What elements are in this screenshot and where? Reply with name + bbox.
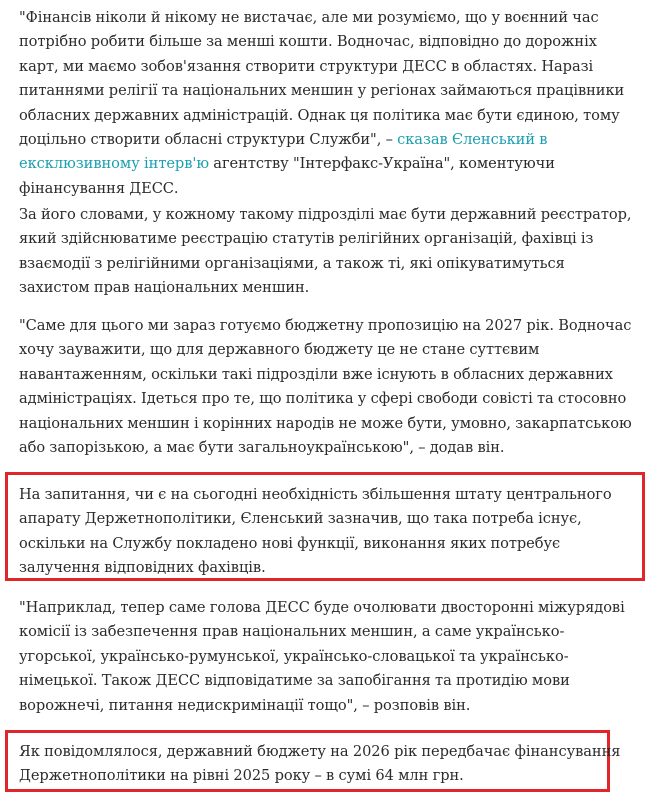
paragraph-2: За його словами, у кожному такому підрозділі має бути державний реєстратор, який здійснюватиме реєстрацію статутів релігійних організацій, фахівці із взаємодії з релігійними організаціями, а також ті, які опікуватимуться захистом прав національних меншин. xyxy=(19,206,632,297)
paragraph-1 xyxy=(19,6,637,201)
paragraph-4-highlighted: На запитання, чи є на сьогодні необхідність збільшення штату центрального апарату Держетнополітики, Єленський зазначив, що така потреба існує, оскільки на Службу покладено нові функції, виконання яких потребує залучення відповідних фахівців. xyxy=(19,486,612,577)
paragraph-6-highlighted: Як повідомлялося, державний бюджету на 2026 рік передбачає фінансування Держетнополітики на рівні 2025 року – в сумі 64 млн грн. xyxy=(19,743,621,785)
interview-link[interactable]: сказав Єленський в ексклюзивному інтерв'ю xyxy=(19,131,548,173)
paragraph-1-text-after: агентству "Інтерфакс-Україна", коментуючи фінансування ДЕСС. xyxy=(19,155,555,197)
paragraph-5: "Наприклад, тепер саме голова ДЕСС буде очолювати двосторонні міжурядові комісії із забезпечення прав національних меншин, а саме українсько-угорської, українсько-румунської, українсько-словацької та українсько-німецької. Також ДЕСС відповідатиме за запобігання та протидію мови ворожнечі, питання недискримінації тощо", – розповів він. xyxy=(19,599,625,714)
paragraph-1-text-before: "Фінансів ніколи й нікому не вистачає, але ми розуміємо, що у воєнний час потрібно робити більше за менші кошти. Водночас, відповідно до дорожніх карт, ми маємо зобов'язання створити структури ДЕСС в областях. Наразі питаннями релігії та національних меншин у регіонах займаються працівники обласних державних адміністрацій. Однак ця політика має бути єдиною, тому доцільно створити обласні структури Служби", – xyxy=(19,9,625,149)
paragraph-3: "Саме для цього ми зараз готуємо бюджетну пропозицію на 2027 рік. Водночас хочу зауважити, що для державного бюджету це не стане суттєвим навантаженням, оскільки такі підрозділи вже існують в обласних державних адміністраціях. Ідеться про те, що політика у сфері свободи совісті та стосовно національних меншин і корінних народів не може бути, умовно, закарпатською або запорізькою, а має бути загальноукраїнською", – додав він. xyxy=(19,317,632,457)
